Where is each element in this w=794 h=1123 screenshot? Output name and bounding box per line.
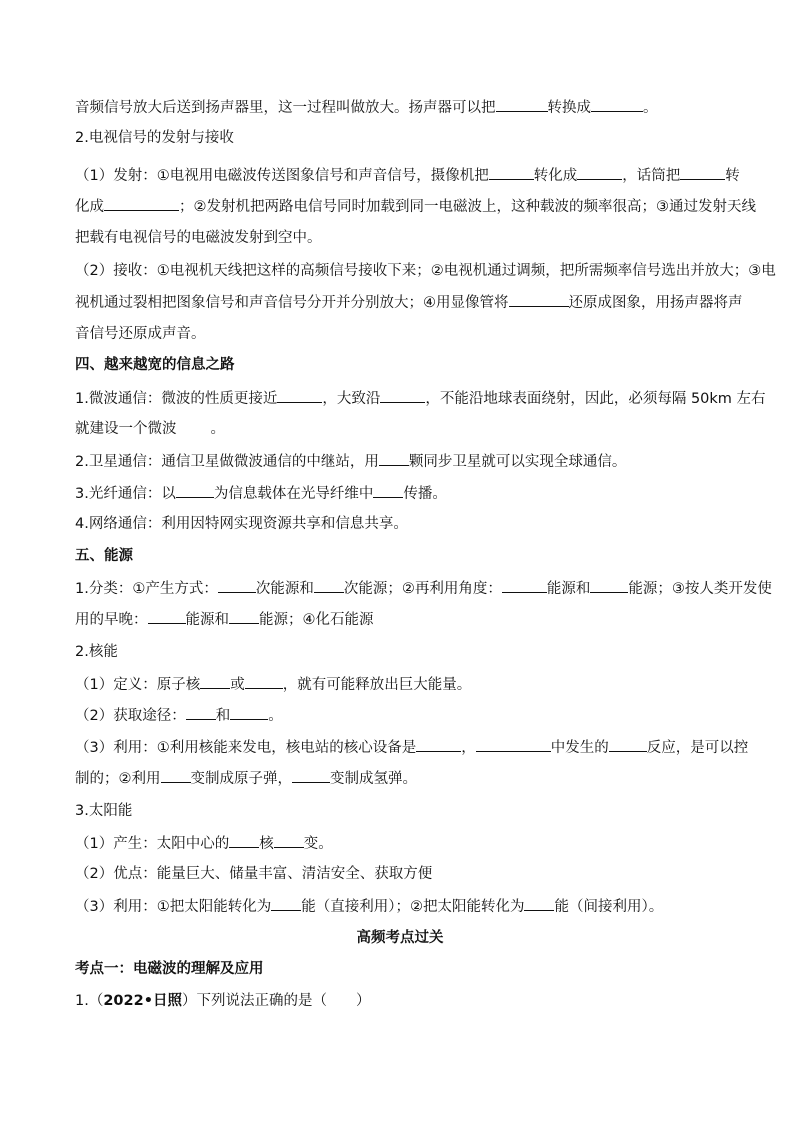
fill-blank: [176, 483, 214, 498]
question-line: 1.（2022•日照）下列说法正确的是（ ）: [75, 993, 371, 1009]
fill-blank: [292, 768, 330, 783]
fill-blank: [489, 165, 534, 180]
fill-blank: [680, 165, 725, 180]
fill-blank: [277, 388, 322, 403]
fill-blank: [148, 609, 186, 624]
fill-blank: [380, 388, 425, 403]
text-line: 2.电视信号的发射与接收: [75, 130, 234, 146]
fill-blank: [502, 578, 547, 593]
fill-blank: [104, 196, 179, 211]
text-line: （1）发射：①电视用电磁波传送图象信号和声音信号，摄像机把 转化成 ，话筒把 转: [75, 165, 740, 185]
text-line: （2）获取途径： 和 。: [75, 705, 283, 725]
text-line: （2）优点：能量巨大、储量丰富、清洁安全、获取方便: [75, 866, 433, 882]
section-heading: 四、越来越宽的信息之路: [75, 357, 235, 373]
section-heading: 五、能源: [75, 548, 133, 564]
text-line: 音信号还原成声音。: [75, 326, 206, 342]
text-line: 用的早晚： 能源和 能源；④化石能源: [75, 609, 374, 629]
fill-blank: [416, 737, 461, 752]
text-line: （2）接收：①电视机天线把这样的高频信号接收下来；②电视机通过调频，把所需频率信号选出并放大；③电: [75, 263, 776, 279]
text-line: （3）利用：①利用核能来发电，核电站的核心设备是 ， 中发生的 反应，是可以控: [75, 737, 748, 757]
fill-blank: [577, 165, 622, 180]
text-line: 视机通过裂相把图象信号和声音信号分开并分别放大；④用显像管将 还原成图象，用扬声器将声: [75, 292, 743, 312]
text-line: （1）产生：太阳中心的 核 变。: [75, 833, 333, 853]
subsection-heading: 考点一：电磁波的理解及应用: [75, 961, 264, 977]
fill-blank: [229, 609, 259, 624]
fill-blank: [230, 705, 268, 720]
text-line: 1.分类：①产生方式： 次能源和 次能源；②再利用角度： 能源和 能源；③按人类开发使: [75, 578, 772, 598]
fill-blank: [271, 896, 301, 911]
fill-blank: [161, 768, 191, 783]
section-title: 高频考点过关: [356, 930, 444, 946]
text-line: 把载有电视信号的电磁波发射到空中。: [75, 230, 322, 246]
fill-blank: [609, 737, 647, 752]
fill-blank: [200, 674, 230, 689]
fill-blank: [218, 578, 256, 593]
fill-blank: [229, 833, 259, 848]
fill-blank: [591, 97, 643, 112]
text-line: 就建设一个微波 。: [75, 421, 225, 437]
text-line: （3）利用：①把太阳能转化为 能（直接利用）；②把太阳能转化为 能（间接利用）。: [75, 896, 663, 916]
fill-blank: [373, 483, 403, 498]
text-line: 2.卫星通信：通信卫星做微波通信的中继站，用 颗同步卫星就可以实现全球通信。: [75, 451, 626, 471]
fill-blank: [496, 97, 548, 112]
text-line: 4.网络通信：利用因特网实现资源共享和信息共享。: [75, 516, 408, 532]
text-line: （1）定义：原子核 或 ，就有可能释放出巨大能量。: [75, 674, 471, 694]
fill-blank: [524, 896, 554, 911]
fill-blank: [509, 292, 569, 307]
text-line: 2.核能: [75, 644, 118, 660]
text-line: 音频信号放大后送到扬声器里，这一过程叫做放大。扬声器可以把 转换成 。: [75, 97, 658, 117]
fill-blank: [379, 451, 409, 466]
text-line: 3.太阳能: [75, 803, 133, 819]
fill-blank: [476, 737, 551, 752]
fill-blank: [314, 578, 344, 593]
fill-blank: [590, 578, 628, 593]
text-line: 制的；②利用 变制成原子弹， 变制成氢弹。: [75, 768, 417, 788]
fill-blank: [245, 674, 283, 689]
text-line: 1.微波通信：微波的性质更接近 ，大致沿 ，不能沿地球表面绕射，因此，必须每隔 50km 左右: [75, 388, 766, 408]
fill-blank: [274, 833, 304, 848]
fill-blank: [186, 705, 216, 720]
text-line: 3.光纤通信：以 为信息载体在光导纤维中 传播。: [75, 483, 447, 503]
text-line: 化成 ；②发射机把两路电信号同时加载到同一电磁波上，这种载波的频率很高；③通过发射天线: [75, 196, 756, 216]
